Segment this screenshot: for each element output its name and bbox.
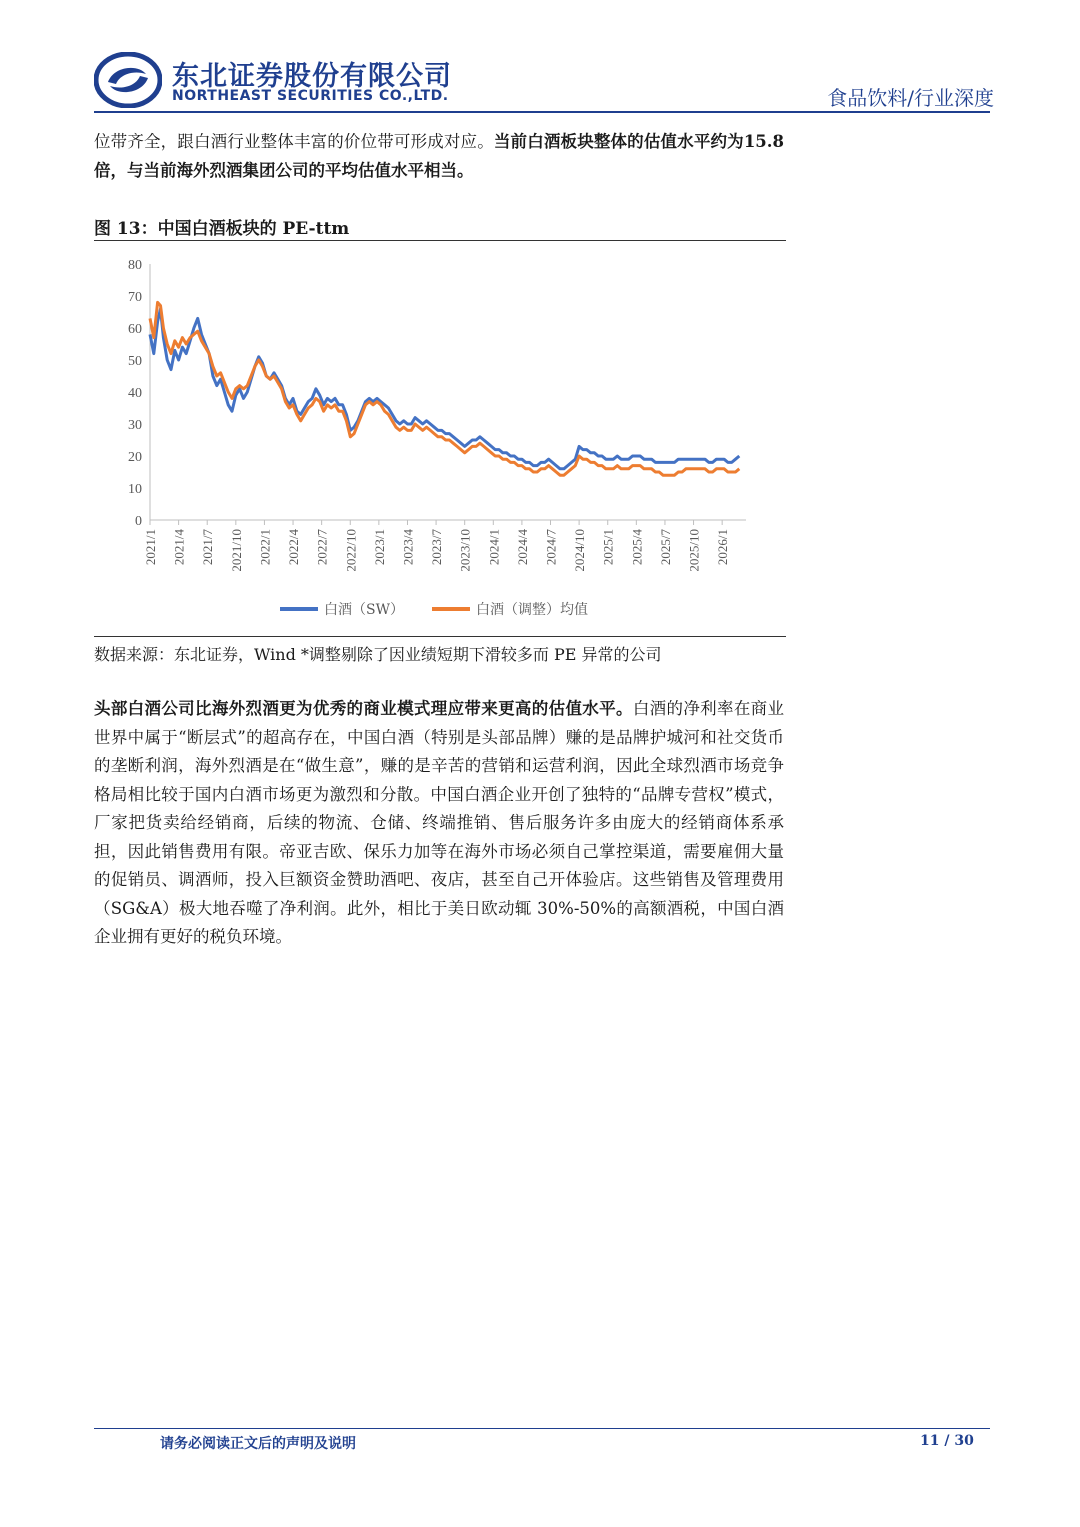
- x-tick-label: 2021/4: [171, 529, 187, 566]
- y-tick-label: 0: [135, 514, 142, 529]
- y-tick-label: 30: [128, 418, 142, 433]
- x-tick-label: 2025/10: [686, 529, 702, 572]
- x-tick-label: 2021/7: [200, 529, 216, 566]
- x-tick-label: 2024/1: [486, 529, 502, 566]
- x-tick-label: 2023/10: [457, 529, 473, 572]
- legend-label-adjusted: 白酒（调整）均值: [476, 602, 588, 618]
- x-tick-label: 2021/1: [143, 529, 158, 566]
- x-tick-label: 2022/7: [314, 529, 330, 566]
- y-tick-label: 50: [128, 354, 142, 369]
- legend-label-sw: 白酒（SW）: [324, 602, 404, 618]
- body-paragraph: [94, 695, 784, 952]
- page-number: 11 / 30: [920, 1433, 974, 1449]
- figure-source: 数据来源：东北证券，Wind *调整剔除了因业绩短期下滑较多而 PE 异常的公司: [94, 645, 662, 664]
- x-tick-label: 2022/10: [343, 529, 359, 572]
- x-tick-label: 2022/4: [286, 529, 302, 566]
- pe-ttm-line-chart: [94, 244, 786, 634]
- x-tick-label: 2026/1: [715, 529, 731, 566]
- y-tick-label: 40: [128, 386, 142, 401]
- y-tick-label: 60: [128, 322, 142, 337]
- figure-title: 图 13：中国白酒板块的 PE-ttm: [94, 219, 350, 239]
- x-tick-label: 2024/10: [572, 529, 588, 572]
- x-tick-label: 2023/1: [371, 529, 387, 566]
- x-tick-label: 2023/7: [429, 529, 445, 566]
- figure-top-rule: [94, 240, 786, 241]
- figure-bottom-rule: [94, 636, 786, 637]
- x-tick-label: 2024/7: [543, 529, 559, 566]
- swirl-logo-icon: [94, 52, 162, 108]
- company-name-en: NORTHEAST SECURITIES CO.,LTD.: [172, 88, 449, 104]
- y-tick-label: 10: [128, 482, 142, 497]
- intro-text: 位带齐全，跟白酒行业整体丰富的价位带可形成对应。: [94, 132, 494, 151]
- x-tick-label: 2022/1: [257, 529, 273, 566]
- intro-paragraph: [94, 128, 784, 185]
- x-tick-label: 2025/4: [629, 529, 645, 566]
- x-tick-label: 2021/10: [228, 529, 244, 572]
- series-line-sw: [150, 309, 739, 469]
- x-tick-label: 2025/7: [657, 529, 673, 566]
- y-tick-label: 80: [128, 258, 142, 273]
- body-text: 白酒的净利率在商业世界中属于“断层式”的超高存在，中国白酒（特别是头部品牌）赚的是品牌护城河和社交货币的垄断利润，海外烈酒是在“做生意”，赚的是辛苦的营销和运营利润，因此全球烈酒市场竞争格局相比较于国内白酒市场更为激烈和分散。中国白酒企业开创了独特的“品牌专营权”模式，厂家把货卖给经销商，后续的物流、仓储、终端推销、售后服务许多由庞大的经销商体系承担，因此销售费用有限。帝亚吉欧、保乐力加等在海外市场必须自己掌控渠道，需要雇佣大量的促销员、调酒师，投入巨额资金赞助酒吧、夜店，甚至自己开体验店。这些销售及管理费用（SG&A）极大地吞噬了净利润。此外，相比于美日欧动辄 30%-50%的高额酒税，中国白酒企业拥有更好的税负环境。: [94, 699, 785, 946]
- page-header: [0, 0, 1080, 120]
- x-tick-label: 2023/4: [400, 529, 416, 566]
- footer-divider: [94, 1428, 990, 1429]
- y-tick-label: 20: [128, 450, 142, 465]
- y-tick-label: 70: [128, 290, 142, 305]
- intro-bold-text: 当前白酒板块整体的估值水平约为15.8倍，与当前海外烈酒集团公司的平均估值水平相当。: [94, 132, 785, 180]
- x-tick-label: 2025/1: [600, 529, 616, 566]
- body-bold-lead: 头部白酒公司比海外烈酒更为优秀的商业模式理应带来更高的估值水平。: [94, 699, 633, 718]
- header-divider: [94, 111, 990, 113]
- section-tag: 食品饮料/行业深度: [827, 86, 994, 110]
- company-name-cn: 东北证券股份有限公司: [172, 61, 452, 92]
- footer-disclaimer: 请务必阅读正文后的声明及说明: [160, 1436, 356, 1452]
- x-tick-label: 2024/4: [514, 529, 530, 566]
